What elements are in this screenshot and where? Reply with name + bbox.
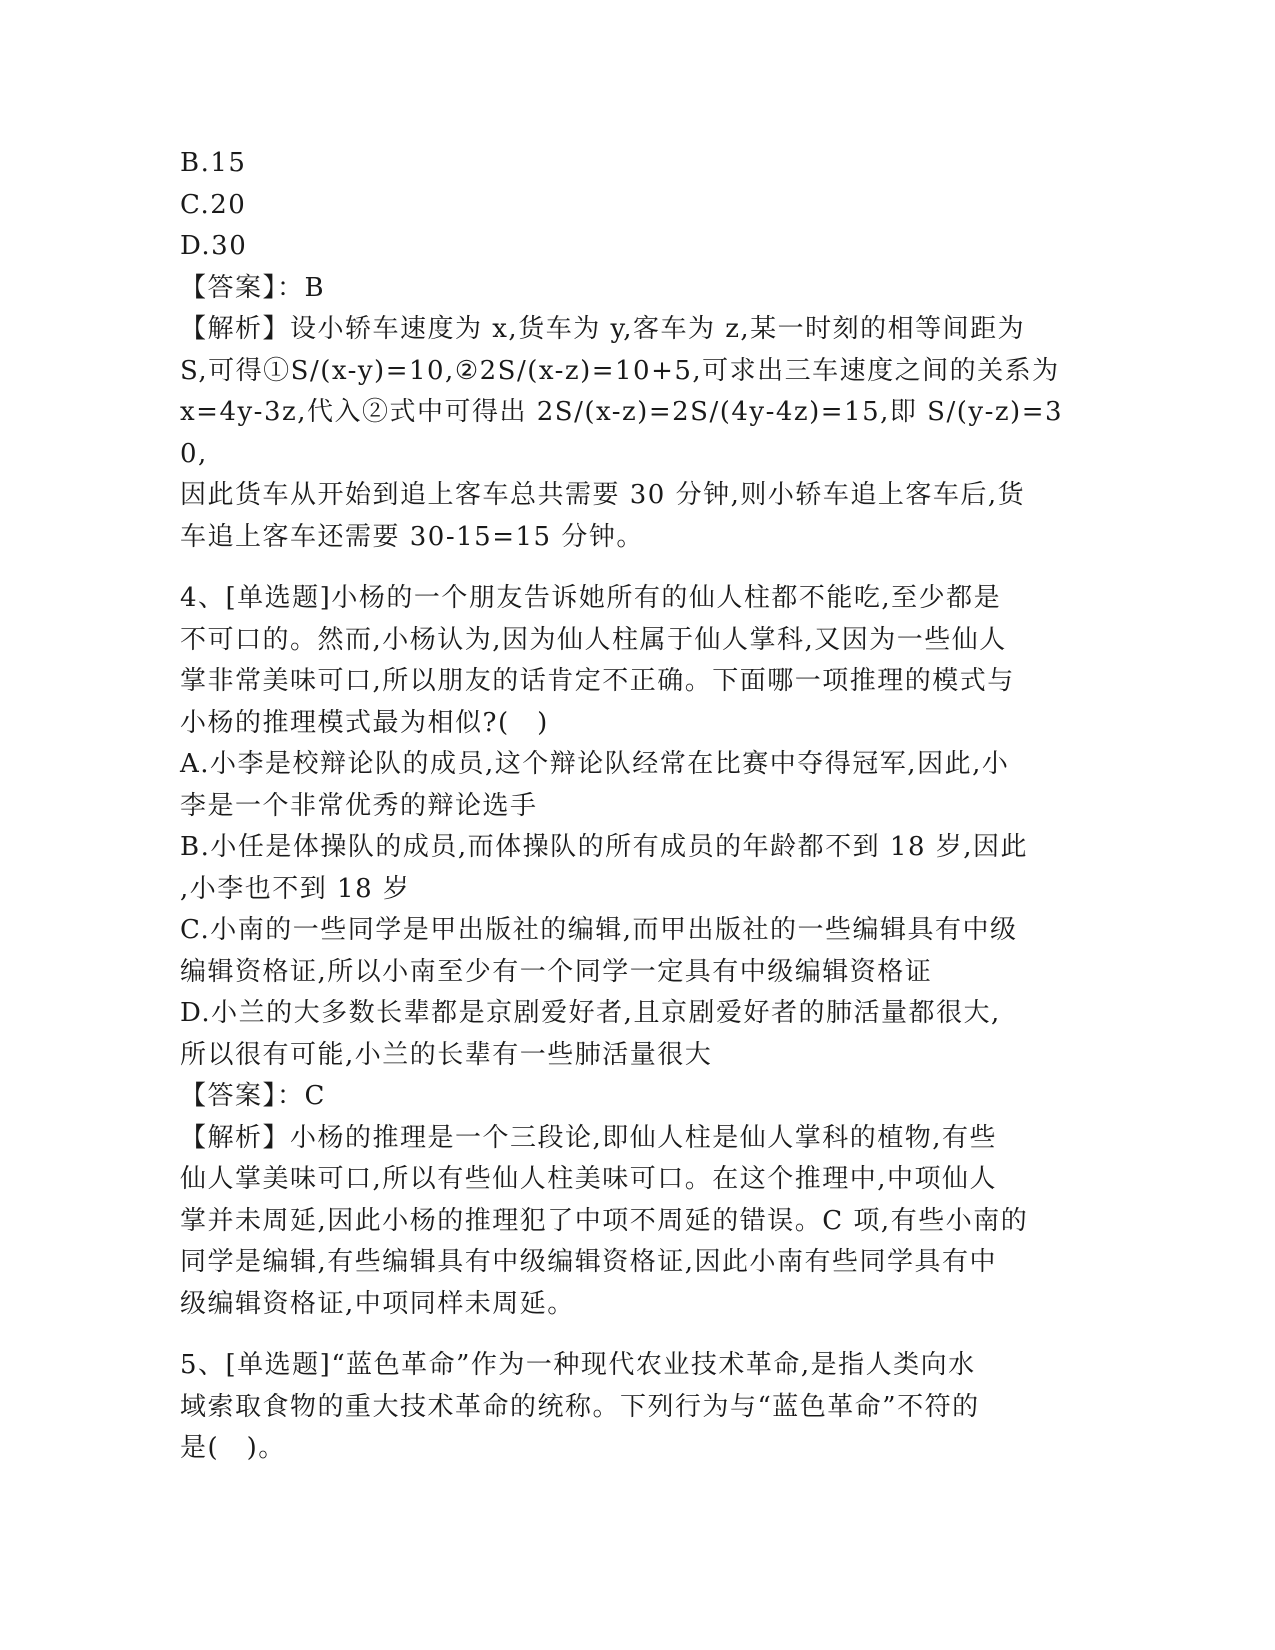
document-page bbox=[180, 143, 1080, 1470]
spacer bbox=[180, 558, 1080, 578]
analysis-line: 【解析】小杨的推理是一个三段论,即仙人柱是仙人掌科的植物,有些 bbox=[180, 1122, 998, 1153]
analysis-line: 级编辑资格证,中项同样未周延。 bbox=[180, 1288, 575, 1319]
analysis-line: 【解析】设小轿车速度为 x,货车为 y,客车为 z,某一时刻的相等间距为 bbox=[180, 314, 1026, 344]
question-5 bbox=[180, 1345, 1080, 1470]
option-b-cont: ,小李也不到 18 岁 bbox=[180, 873, 411, 904]
option-d-cont: 所以很有可能,小兰的长辈有一些肺活量很大 bbox=[180, 1039, 713, 1070]
option-c: C.小南的一些同学是甲出版社的编辑,而甲出版社的一些编辑具有中级 bbox=[180, 915, 1018, 945]
option-a: A.小李是校辩论队的成员,这个辩论队经常在比赛中夺得冠军,因此,小 bbox=[180, 749, 1010, 779]
question-stem-line: 4、[单选题]小杨的一个朋友告诉她所有的仙人柱都不能吃,至少都是 bbox=[180, 583, 1002, 613]
option-c: C.20 bbox=[180, 189, 247, 220]
question-stem-line: 不可口的。然而,小杨认为,因为仙人柱属于仙人掌科,又因为一些仙人 bbox=[180, 624, 1007, 655]
question-stem-line: 域索取食物的重大技术革命的统称。下列行为与“蓝色革命”不符的 bbox=[180, 1391, 980, 1422]
question-stem-line: 是( )。 bbox=[180, 1433, 286, 1463]
spacer bbox=[180, 1325, 1080, 1345]
analysis-line: 仙人掌美味可口,所以有些仙人柱美味可口。在这个推理中,中项仙人 bbox=[180, 1164, 998, 1194]
question-stem-line: 掌非常美味可口,所以朋友的话肯定不正确。下面哪一项推理的模式与 bbox=[180, 666, 1015, 696]
option-b: B.小任是体操队的成员,而体操队的所有成员的年龄都不到 18 岁,因此 bbox=[180, 832, 1029, 862]
analysis-line: 车追上客车还需要 30-15=15 分钟。 bbox=[180, 521, 644, 552]
option-c-cont: 编辑资格证,所以小南至少有一个同学一定具有中级编辑资格证 bbox=[180, 956, 933, 987]
option-d: D.小兰的大多数长辈都是京剧爱好者,且京剧爱好者的肺活量都很大, bbox=[180, 998, 1001, 1028]
question-stem-line: 5、[单选题]“蓝色革命”作为一种现代农业技术革命,是指人类向水 bbox=[180, 1350, 976, 1380]
question-stem-line: 小杨的推理模式最为相似?( ) bbox=[180, 707, 549, 738]
analysis-line: x=4y-3z,代入②式中可得出 2S/(x-z)=2S/(4y-4z)=15,即 S/(y-z)=30, bbox=[180, 397, 1064, 469]
option-d: D.30 bbox=[180, 231, 248, 261]
analysis-line: S,可得①S/(x-y)=10,②2S/(x-z)=10+5,可求出三车速度之间的关系为 bbox=[180, 355, 1060, 386]
answer-line: 【答案】：C bbox=[180, 1081, 326, 1111]
option-b: B.15 bbox=[180, 148, 247, 178]
analysis-line: 掌并未周延,因此小杨的推理犯了中项不周延的错误。C 项,有些小南的 bbox=[180, 1205, 1029, 1236]
question-3-continuation bbox=[180, 143, 1080, 558]
analysis-line: 同学是编辑,有些编辑具有中级编辑资格证,因此小南有些同学具有中 bbox=[180, 1247, 998, 1277]
analysis-line: 因此货车从开始到追上客车总共需要 30 分钟,则小轿车追上客车后,货 bbox=[180, 480, 1026, 510]
answer-line: 【答案】：B bbox=[180, 272, 326, 303]
question-4 bbox=[180, 578, 1080, 1325]
option-a-cont: 李是一个非常优秀的辩论选手 bbox=[180, 790, 538, 821]
